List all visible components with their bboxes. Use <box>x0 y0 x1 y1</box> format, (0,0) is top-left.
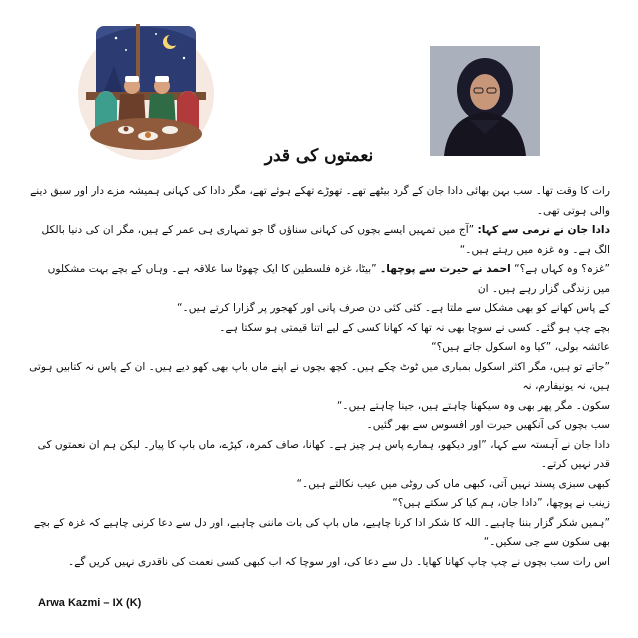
story-line: عائشہ بولی، ”کیا وہ اسکول جاتے ہیں؟“ <box>431 341 610 353</box>
story-line: ”غزہ؟ وہ کہاں ہے؟“ احمد نے حیرت سے پوچھا۔ ”بیٹا، غزہ فلسطین کا ایک چھوٹا سا علاقہ ہے۔ وہاں کے بچے بہت مشکلوں میں زندگی گزار رہے ہیں۔ ان <box>47 263 610 295</box>
story-line: ”ہمیں شکر گزار بننا چاہیے۔ اللہ کا شکر ادا کرنا چاہیے، ماں باپ کی بات ماننی چاہیے، اور دل سے دعا کرنی چاہیے کہ غزہ کے بچے بھی سکون سے جی سکیں۔“ <box>33 516 610 548</box>
story-line: دادا جان نے نرمی سے کہا: ”آج میں تمہیں ایسے بچوں کی کہانی سناؤں گا جو تمہاری ہی عمر کے ہیں، مگر ان کی دنیا بالکل الگ ہے۔ وہ غزہ میں رہتے ہیں۔“ <box>41 224 610 256</box>
story-title: نعمتوں کی قدر <box>264 146 374 166</box>
story-line: ”جاتے تو ہیں، مگر اکثر اسکول بمباری میں ٹوٹ چکے ہیں۔ کچھ بچوں نے اپنے ماں باپ بھی کھو دیے ہیں۔ ان کے پاس نہ کتابیں ہوتی ہیں، نہ یونیفارم، نہ <box>29 360 610 392</box>
story-line: اس رات سب بچوں نے چپ چاپ کھانا کھایا۔ دل سے دعا کی، اور سوچا کہ اب کبھی کسی نعمت کی ناقدری نہیں کریں گے۔ <box>67 555 610 568</box>
story-line: بچے چپ ہو گئے۔ کسی نے سوچا بھی نہ تھا کہ کھانا کسی کے لیے اتنا قیمتی ہو سکتا ہے۔ <box>219 321 610 334</box>
story-line: سکون۔ مگر پھر بھی وہ سیکھنا چاہتے ہیں، جینا چاہتے ہیں۔“ <box>336 399 610 412</box>
author-photo <box>430 46 540 156</box>
story-line: سب بچوں کی آنکھیں حیرت اور افسوس سے بھر گئیں۔ <box>366 419 610 431</box>
story-line: کبھی سبزی پسند نہیں آتی، کبھی ماں کی روٹی میں عیب نکالتے ہیں۔“ <box>296 477 610 490</box>
story-line: کے پاس کھانے کو بھی مشکل سے ملتا ہے۔ کئی کئی دن صرف پانی اور کھجور پر گزارا کرتے ہیں۔“ <box>177 302 610 314</box>
story-line: زینب نے پوچھا، ”دادا جان، ہم کیا کر سکتے ہیں؟“ <box>392 497 610 509</box>
iftar-family-illustration <box>76 20 216 160</box>
story-line: دادا جان نے آہستہ سے کہا، ”اور دیکھو، ہمارے پاس ہر چیز ہے۔ کھانا، صاف کمرہ، کپڑے، ماں باپ کا پیار۔ لیکن ہم ان نعمتوں کی قدر نہیں کرتے۔ <box>37 438 610 470</box>
story-body <box>28 182 610 572</box>
story-line: رات کا وقت تھا۔ سب بہن بھائی دادا جان کے گرد بیٹھے تھے۔ تھوڑے تھکے ہوئے تھے، مگر دادا کی کہانی ہمیشہ مزے دار اور سبق دینے والی ہوتی تھی۔ <box>30 185 610 217</box>
author-credit: Arwa Kazmi – IX (K) <box>38 597 142 609</box>
